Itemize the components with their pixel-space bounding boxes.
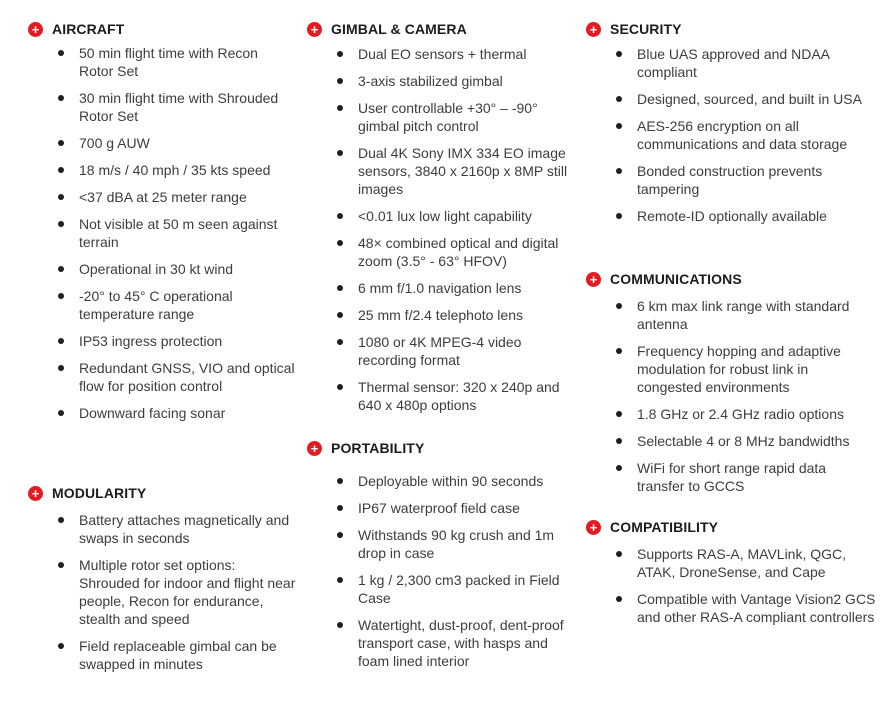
list-item: Field replaceable gimbal can be swapped in minutes <box>28 637 296 673</box>
section-title: COMMUNICATIONS <box>610 271 742 287</box>
section-compatibility <box>586 518 876 626</box>
feature-list <box>586 297 876 495</box>
section-title: MODULARITY <box>52 485 147 501</box>
section-communications <box>586 270 876 495</box>
section-header <box>586 518 876 536</box>
list-item: 700 g AUW <box>28 134 296 152</box>
list-item: Blue UAS approved and NDAA compliant <box>586 45 876 81</box>
list-item: 50 min flight time with Recon Rotor Set <box>28 44 296 80</box>
list-item: Dual 4K Sony IMX 334 EO image sensors, 3840 x 2160p x 8MP still images <box>307 144 575 198</box>
feature-list <box>28 44 296 422</box>
list-item: 30 min flight time with Shrouded Rotor Set <box>28 89 296 125</box>
section-header <box>307 20 575 38</box>
list-item: Dual EO sensors + thermal <box>307 45 575 63</box>
section-title: COMPATIBILITY <box>610 519 719 535</box>
list-item: AES-256 encryption on all communications and data storage <box>586 117 876 153</box>
list-item: 18 m/s / 40 mph / 35 kts speed <box>28 161 296 179</box>
plus-circle-icon: + <box>28 486 43 501</box>
section-aircraft <box>28 20 296 422</box>
list-item: Redundant GNSS, VIO and optical flow for position control <box>28 359 296 395</box>
list-item: User controllable +30° – -90° gimbal pitch control <box>307 99 575 135</box>
list-item: Not visible at 50 m seen against terrain <box>28 215 296 251</box>
list-item: Supports RAS-A, MAVLink, QGC, ATAK, DroneSense, and Cape <box>586 545 876 581</box>
plus-circle-icon: + <box>307 22 322 37</box>
section-title: AIRCRAFT <box>52 21 125 37</box>
section-header <box>28 20 296 38</box>
plus-circle-icon: + <box>586 22 601 37</box>
list-item: Watertight, dust-proof, dent-proof transport case, with hasps and foam lined interior <box>307 616 575 670</box>
section-gimbal-camera <box>307 20 575 414</box>
list-item: Operational in 30 kt wind <box>28 260 296 278</box>
section-title: GIMBAL & CAMERA <box>331 21 467 37</box>
list-item: 6 mm f/1.0 navigation lens <box>307 279 575 297</box>
list-item: IP67 waterproof field case <box>307 499 575 517</box>
list-item: Withstands 90 kg crush and 1m drop in case <box>307 526 575 562</box>
list-item: Deployable within 90 seconds <box>307 472 575 490</box>
plus-circle-icon: + <box>307 441 322 456</box>
section-title: SECURITY <box>610 21 682 37</box>
list-item: 1.8 GHz or 2.4 GHz radio options <box>586 405 876 423</box>
list-item: Selectable 4 or 8 MHz bandwidths <box>586 432 876 450</box>
feature-list <box>307 45 575 414</box>
list-item: <37 dBA at 25 meter range <box>28 188 296 206</box>
list-item: 3-axis stabilized gimbal <box>307 72 575 90</box>
section-title: PORTABILITY <box>331 440 425 456</box>
list-item: Bonded construction prevents tampering <box>586 162 876 198</box>
list-item: WiFi for short range rapid data transfer to GCCS <box>586 459 876 495</box>
plus-circle-icon: + <box>586 520 601 535</box>
plus-circle-icon: + <box>28 22 43 37</box>
list-item: Frequency hopping and adaptive modulation for robust link in congested environments <box>586 342 876 396</box>
list-item: Battery attaches magnetically and swaps in seconds <box>28 511 296 547</box>
section-security <box>586 20 876 225</box>
feature-list <box>586 45 876 225</box>
list-item: 1080 or 4K MPEG-4 video recording format <box>307 333 575 369</box>
list-item: 25 mm f/2.4 telephoto lens <box>307 306 575 324</box>
list-item: 48× combined optical and digital zoom (3.5° - 63° HFOV) <box>307 234 575 270</box>
plus-circle-icon: + <box>586 272 601 287</box>
list-item: Remote-ID optionally available <box>586 207 876 225</box>
section-portability <box>307 439 575 670</box>
feature-list <box>28 511 296 673</box>
section-header <box>307 439 575 457</box>
list-item: -20° to 45° C operational temperature range <box>28 287 296 323</box>
section-header <box>586 20 876 38</box>
list-item: <0.01 lux low light capability <box>307 207 575 225</box>
list-item: Downward facing sonar <box>28 404 296 422</box>
section-header <box>28 484 296 502</box>
feature-list <box>307 472 575 670</box>
section-modularity <box>28 484 296 673</box>
list-item: Compatible with Vantage Vision2 GCS and other RAS-A compliant controllers <box>586 590 876 626</box>
feature-list <box>586 545 876 626</box>
list-item: 1 kg / 2,300 cm3 packed in Field Case <box>307 571 575 607</box>
list-item: Multiple rotor set options: Shrouded for indoor and flight near people, Recon for endurance, stealth and speed <box>28 556 296 628</box>
list-item: IP53 ingress protection <box>28 332 296 350</box>
list-item: Designed, sourced, and built in USA <box>586 90 876 108</box>
list-item: Thermal sensor: 320 x 240p and 640 x 480p options <box>307 378 575 414</box>
section-header <box>586 270 876 288</box>
list-item: 6 km max link range with standard antenna <box>586 297 876 333</box>
